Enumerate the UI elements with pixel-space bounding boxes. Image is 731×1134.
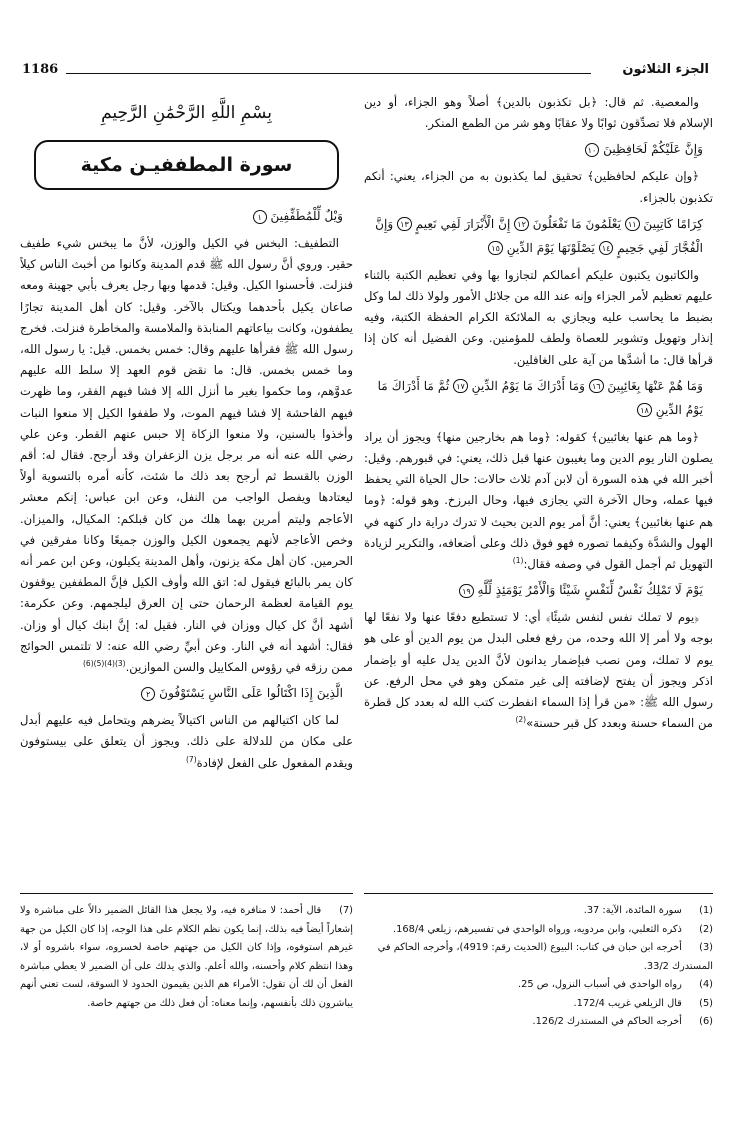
verse-number-marker: ١٩ — [459, 584, 474, 598]
verse-text: كِرَامًا كَاتِبِينَ — [643, 216, 703, 231]
verse-text: إِنَّ الْأَبْرَارَ لَفِي نَعِيمٍ — [415, 216, 511, 231]
footnote-number: (2) — [699, 923, 713, 935]
verse-number-marker: ١٦ — [589, 379, 604, 393]
footnote-item — [20, 902, 353, 1013]
verse-text: الَّذِينَ إِذَا اكْتَالُوا عَلَى النَّاسِ يَسْتَوْفُونَ — [159, 686, 343, 701]
running-header — [22, 60, 709, 82]
footnote-ref: (4) — [104, 659, 115, 669]
footnote-text: أخرجه الحاكم في المستدرك 126/2. — [532, 1016, 682, 1027]
page-number: 1186 — [22, 62, 59, 77]
surah-title: سورة المطففيـن مكية — [34, 140, 339, 190]
verse-number-marker: ١٣ — [397, 217, 412, 231]
commentary-paragraph: والمعصية. ثم قال: ﴿بل تكذبون بالدين﴾ أصلاً وهو الجزاء، أو دين الإسلام فلا تصدِّقون ثوابًا ولا عقابًا وهو شر من الطمع المنكر. — [364, 95, 713, 131]
verse-text: وَمَا أَدْرَاكَ مَا يَوْمُ الدِّينِ — [471, 378, 586, 393]
footnote-item — [364, 939, 713, 976]
verse-text: يَصْلَوْنَهَا يَوْمَ الدِّينِ — [506, 240, 595, 255]
quran-verse — [364, 374, 713, 422]
footnote-ref: (5) — [93, 659, 105, 669]
footnote-text: أخرجه ابن حبان في كتاب: البيوع (الحديث رقم: 4919)، وأخرجه الحاكم في المستدرك 33/2. — [377, 942, 713, 972]
quran-verse — [20, 681, 353, 705]
footnote-item — [364, 995, 713, 1014]
quran-verse — [364, 212, 713, 260]
footnote-item — [364, 921, 713, 940]
footnote-ref: (2) — [515, 715, 527, 725]
footnote-text: قال أحمد: لا منافرة فيه، ولا يجعل هذا القائل الضمير دالاً على مباشرة ولا إشعاراً أيضاً فيه بذلك، إنما يكون نظم الكلام على هذا الوجه، إذا كان الكيل من جهة غيرهم استوفوه، وإذا كان الكيل من جهتهم خاصة لخسروه، سواء باشروه أو لا، وهذا انتظم كلام وأحسنه، والله أعلم. والذي يدلك على أن الضمير لا يعطي مباشرة الفعل أن لك أن تقول: الأمراء هم الذين يقيمون الحدود لا السوقة، لست تعني أنهم يباشرون ذلك بأنفسهم، وإنما معناه: أن فعل ذلك من جهتهم خاصة. — [20, 905, 353, 1009]
commentary-paragraph — [364, 427, 713, 575]
footnote-number: (4) — [699, 979, 713, 990]
basmala: بِسْمِ اللَّهِ الرَّحْمَٰنِ الرَّحِيمِ — [101, 103, 272, 123]
footnote-number: (5) — [699, 997, 713, 1009]
footnote-number: (7) — [339, 905, 353, 916]
commentary-paragraph: ﴿وإن عليكم لحافظين﴾ تحقيق لما يكذبون به من الجزاء، يعني: أنكم تكذبون بالجزاء. — [364, 169, 713, 205]
quran-verse — [364, 137, 713, 161]
verse-number-marker: ١٤ — [599, 241, 614, 255]
commentary-paragraph: والكاتبون يكتبون عليكم أعمالكم لتجازوا بها وفي تعظيم الكتبة بالثناء عليهم تعظيم لأمر الجزاء وإنه عند الله من جلائل الأمور ولولا ذلك لما وكل بضبط ما يحاسب عليه ويجازي به الملائكة الكرام الحفظة الكتبة، وفيه إنذار وتهويل وتشوير للعصاة ولطف للمؤمنين. وعن الفضيل أنه كان إذا قرأها قال: ما أشدَّها من آية على الغافلين. — [364, 267, 713, 367]
footnote-ref: (3) — [114, 659, 126, 669]
footnote-rule — [364, 893, 713, 894]
verse-number-marker: ١٥ — [488, 241, 503, 255]
verse-text: وَإِنَّ الْفُجَّارَ لَفِي جَحِيمٍ — [375, 216, 703, 255]
footnote-item — [364, 1013, 713, 1032]
commentary-text: التطفيف: البخس في الكيل والوزن، لأنَّ ما يبخس شيء طفيف حقير. وروي أنَّ رسول الله ﷺ قدم المدينة وكانوا من أخبث الناس كيلاً فنزلت. فأحسنوا الكيل. وقيل: قدمها وبها رجل يعرف بأبي جهينة ومعه صاعان يكيل بأحدهما ويكتال بالآخر. وقيل: كان أهل المدينة تجارًا يطففون، وكانت بياعاتهم المنابذة والملامسة والمخاطرة فنزلت. فخرج رسول الله ﷺ فقرأها عليهم وقال: خمس بخمس. قيل: يا رسول الله، وما خمس بخمس. قال: ما نقض قوم العهد إلا سلط الله عليهم عدوَّهم، وما حكموا بغير ما أنزل الله إلا فشا فيهم الفقر، وما ظهرت فيهم الفاحشة إلا فشا فيهم الموت، ولا طففوا الكيل إلا منعوا النبات وأخذوا بالسنين، ولا منعوا الزكاة إلا حبس عنهم القطر. وعن علي رضي الله عنه أنه مر برجل يزن الزعفران وقد أرجح. فقال له: أقم الوزن بالقسط ثم أرجح بعد ذلك ما شئت، كأنه أمره بالتسوية أولاً ليعتادها ويفصل الواجب من النفل، وعن ابن عباس: إنكم معشر الأعاجم وليتم أمرين بهما هلك من كان قبلكم: المكيال، والميزان. وخص الأعاجم لأنهم يجمعون الكيل والوزن جميعًا وكانا مفرقين في الحرمين. كان أهل مكة يزنون، وأهل المدينة يكيلون، وعن ابن عمر أنه كان يمر بالبائع فيقول له: اتق الله وأوف الكيل فإنَّ المطففين يوقفون يوم القيامة لعظمة الرحمان حتى إن العرق ليلجمهم. وعن عكرمة: أشهد أنَّ كل كيال ووزان في النار. فقيل له: إنَّ ابنك كيال أو وزان. فقال: أشهد أنه في النار. وعن أبيِّ رضي الله عنه: لا تلتمس الحوائج ممن رزقه في رؤوس المكاييل والسن الموازين. — [20, 236, 353, 675]
verse-number-marker: ٢ — [141, 687, 155, 701]
footnote-ref: (7) — [185, 754, 197, 764]
verse-number-marker: ١٢ — [514, 217, 529, 231]
verse-text: يَعْلَمُونَ مَا تَفْعَلُونَ — [532, 216, 622, 231]
footnote-ref: (6) — [82, 659, 94, 669]
verse-text: وَمَا هُمْ عَنْهَا بِغَائِبِينَ — [607, 378, 703, 393]
right-column — [364, 92, 713, 882]
footnote-text: قال الزيلعي غريب 172/4. — [573, 997, 682, 1009]
footnote-text: سورة المائدة، الآية: 37. — [583, 905, 682, 916]
commentary-paragraph — [20, 710, 353, 774]
footnote-number: (3) — [699, 942, 713, 953]
footnotes-right — [364, 902, 713, 1032]
footnote-rule — [20, 893, 353, 894]
header-rule — [66, 73, 591, 74]
verse-number-marker: ١٠ — [585, 143, 600, 157]
quran-verse — [20, 204, 353, 228]
verse-number-marker: ١١ — [625, 217, 640, 231]
commentary-paragraph — [364, 607, 713, 734]
commentary-text: لما كان اكتيالهم من الناس اكتيالاً يضرهم ويتحامل فيه عليهم أبدل على مكان من للدلالة على ذلك. ويجوز أن يتعلق على بيستوفون ويقدم المفعول على الفعل لإفادة — [20, 713, 353, 770]
part-title: الجزء الثلاثون — [622, 62, 709, 77]
footnote-text: ذكره الثعلبي، وابن مردويه، ورواه الواحدي في تفسيرهم، زيلعي 168/4. — [393, 923, 682, 935]
footnote-number: (1) — [699, 905, 713, 916]
commentary-text: ﴿وما هم عنها بغائبين﴾ كقوله: ﴿وما هم بخارجين منها﴾ ويجوز أن يراد يصلون النار يوم الدين وما يغيبون عنها قبل ذلك، يعني: في قبورهم. وقيل: أخبر الله في هذه السورة أن لابن آدم ثلاث حالات: حال الحياة التي يحفظ فيها عمله، وحال الآخرة التي يجازى فيها، وحال البرزخ. وهو قوله: ﴿وما هم عنها بغائبين﴾ يعني: أنَّ أمر يوم الدين بحيث لا تدرك دراية دار كنهه في الهول والشدَّة وكيفما تصوره فهو فوق ذلك وعلى أضعافه، والتكرير لزيادة التهويل ثم أجمل القول في وصفه فقال: — [364, 429, 713, 572]
footnote-number: (6) — [699, 1016, 713, 1027]
verse-number-marker: ١٨ — [637, 403, 652, 417]
footnote-ref: (1) — [512, 556, 524, 566]
footnote-item — [364, 976, 713, 995]
verse-text: وَيْلٌ لِّلْمُطَفِّفِينَ — [270, 209, 343, 223]
verse-number-marker: ١٧ — [453, 379, 468, 393]
verse-number-marker: ١ — [253, 210, 267, 224]
verse-text: يَوْمَ لَا تَمْلِكُ نَفْسٌ لِّنَفْسٍ شَيْئًا وَالْأَمْرُ يَوْمَئِذٍ لِّلَّهِ — [477, 583, 703, 598]
verse-text: وَإِنَّ عَلَيْكُمْ لَحَافِظِينَ — [603, 142, 703, 157]
quran-verse — [364, 578, 713, 602]
verse-text: ثُمَّ مَا أَدْرَاكَ مَا يَوْمُ الدِّينِ — [377, 378, 703, 417]
footnotes-left — [20, 902, 353, 1013]
commentary-text: ﴿يوم لا تملك نفس لنفس شيئًا﴾ أي: لا تستطيع دفعًا عنها ولا نفعًا لها بوجه ولا أمر إلا الله وحده، من رفع فعلى البدل من يوم الدين أو على هو يوم لا تملك، ومن نصب فبإضمار يدانون لأنَّ الدين يدل عليه أو بإضمار اذكر ويجوز أن يفتح لإضافته إلى غير متمكن وهو في محل الرفع. عن رسول الله ﷺ: «من قرأ إذا السماء انفطرت كتب الله له بعدد كل قطرة من السماء حسنة وبعدد كل قبر حسنة» — [364, 610, 713, 731]
commentary-paragraph — [20, 233, 353, 678]
left-column — [20, 96, 353, 882]
footnote-text: رواه الواحدي في أسباب النزول، ص 25. — [518, 979, 682, 990]
footnote-item — [364, 902, 713, 921]
